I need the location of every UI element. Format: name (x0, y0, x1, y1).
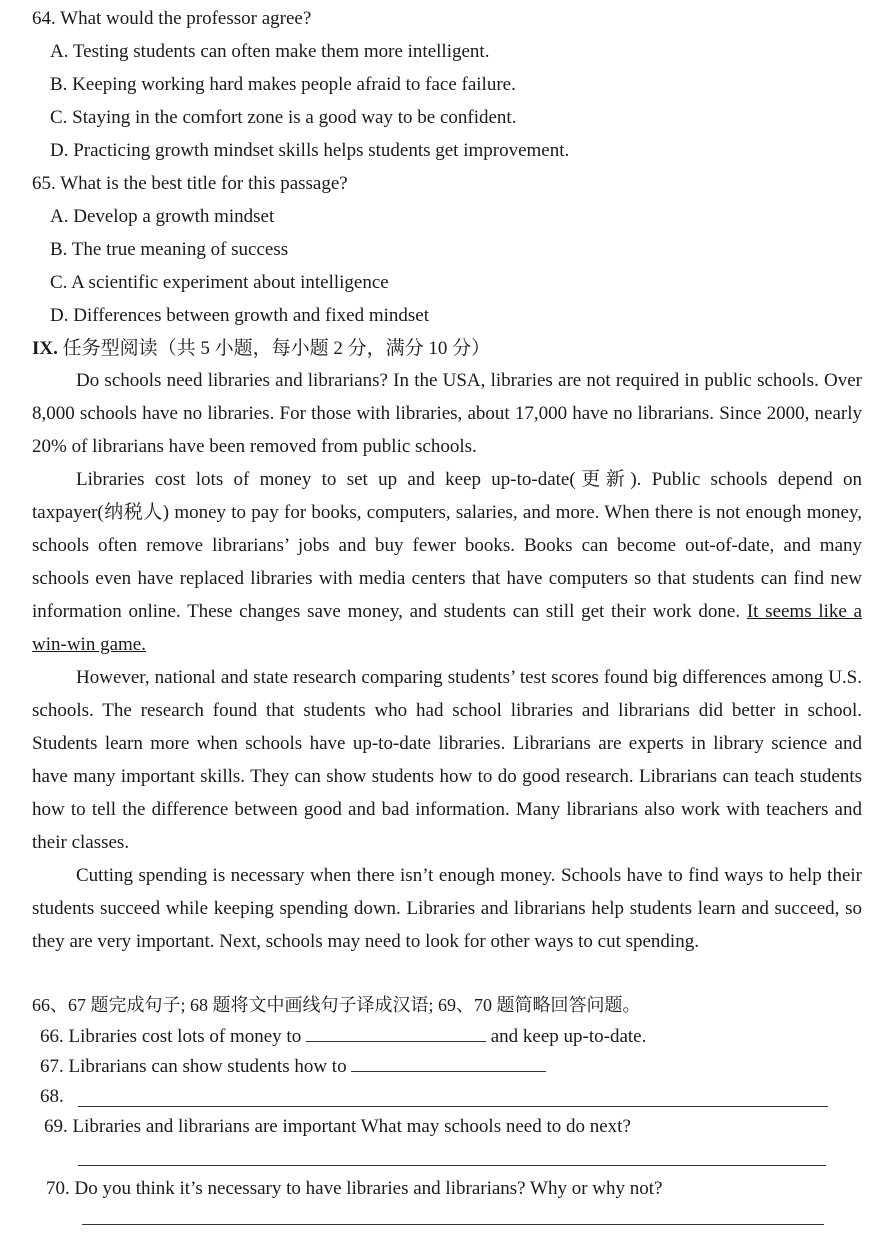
passage-paragraph-1: Do schools need libraries and librarians? In the USA, libraries are not required in public schools. Over 8,000 schools have no libraries. For those with libraries, about 17,000 have no librarians. Since 2000, nearly 20% of librarians have been removed from public schools. (32, 370, 862, 457)
q67-answer-blank[interactable] (351, 1053, 546, 1072)
q64-option-d: D. Practicing growth mindset skills helps students get improvement. (50, 140, 570, 161)
q64-stem: 64. What would the professor agree? (32, 8, 312, 29)
underlined-sentence: It seems like a win-win game. (32, 601, 863, 655)
q66-answer-blank[interactable] (306, 1023, 486, 1042)
q65-stem: 65. What is the best title for this passage? (32, 173, 348, 194)
task-instructions: 66、67 题完成句子; 68 题将文中画线句子译成汉语; 69、70 题简略回答问题。 (32, 995, 641, 1015)
q66-before: 66. Libraries cost lots of money to (40, 1026, 302, 1047)
q66 (40, 1023, 646, 1050)
passage-paragraph-2-text: Libraries cost lots of money to set up and keep up-to-date(更新). Public schools depend on taxpayer(纳税人) money to pay for books, computers, salaries, and more. When there is not enough money, schools often remove librarians’ jobs and buy fewer books. Books can become out-of-date, and many schools even have replaced libraries with media centers that have computers so that students can find new information online. These changes save money, and students can still get their work done. (32, 469, 862, 622)
q68-label: 68. (40, 1086, 64, 1107)
q67 (40, 1053, 546, 1080)
q67-before: 67. Librarians can show students how to (40, 1056, 347, 1077)
q68-answer-line[interactable] (78, 1106, 828, 1107)
q64-option-a: A. Testing students can often make them more intelligent. (50, 41, 490, 62)
q65-option-c: C. A scientific experiment about intelligence (50, 272, 389, 293)
section-roman: IX. (32, 338, 58, 359)
q64-option-b: B. Keeping working hard makes people afraid to face failure. (50, 74, 516, 95)
q65-option-d: D. Differences between growth and fixed mindset (50, 305, 429, 326)
q65-option-a: A. Develop a growth mindset (50, 206, 275, 227)
q70-answer-line[interactable] (82, 1224, 824, 1225)
q66-after: and keep up-to-date. (490, 1026, 647, 1047)
q64-option-c: C. Staying in the comfort zone is a good way to be confident. (50, 107, 517, 128)
q69-answer-line[interactable] (78, 1165, 826, 1166)
passage-paragraph-2 (32, 463, 862, 661)
q65-option-b: B. The true meaning of success (50, 239, 289, 260)
q69-text: 69. Libraries and librarians are important What may schools need to do next? (44, 1116, 631, 1137)
q70-text: 70. Do you think it’s necessary to have libraries and librarians? Why or why not? (46, 1178, 663, 1199)
section-title (32, 336, 490, 362)
passage-paragraph-3: However, national and state research comparing students’ test scores found big differences among U.S. schools. The research found that students who had school libraries and librarians did better in school. Students learn more when schools have up-to-date libraries. Librarians are experts in library science and have many important skills. They can show students how to do good research. Librarians can teach students how to tell the difference between good and bad information. Many librarians also work with teachers and their classes. (32, 667, 862, 853)
passage-paragraph-4: Cutting spending is necessary when there isn’t enough money. Schools have to find ways to help their students succeed while keeping spending down. Libraries and librarians help students learn and succeed, so they are very important. Next, schools may need to look for other ways to cut spending. (32, 865, 862, 952)
section-heading: 任务型阅读（共 5 小题，每小题 2 分，满分 10 分） (62, 338, 491, 359)
